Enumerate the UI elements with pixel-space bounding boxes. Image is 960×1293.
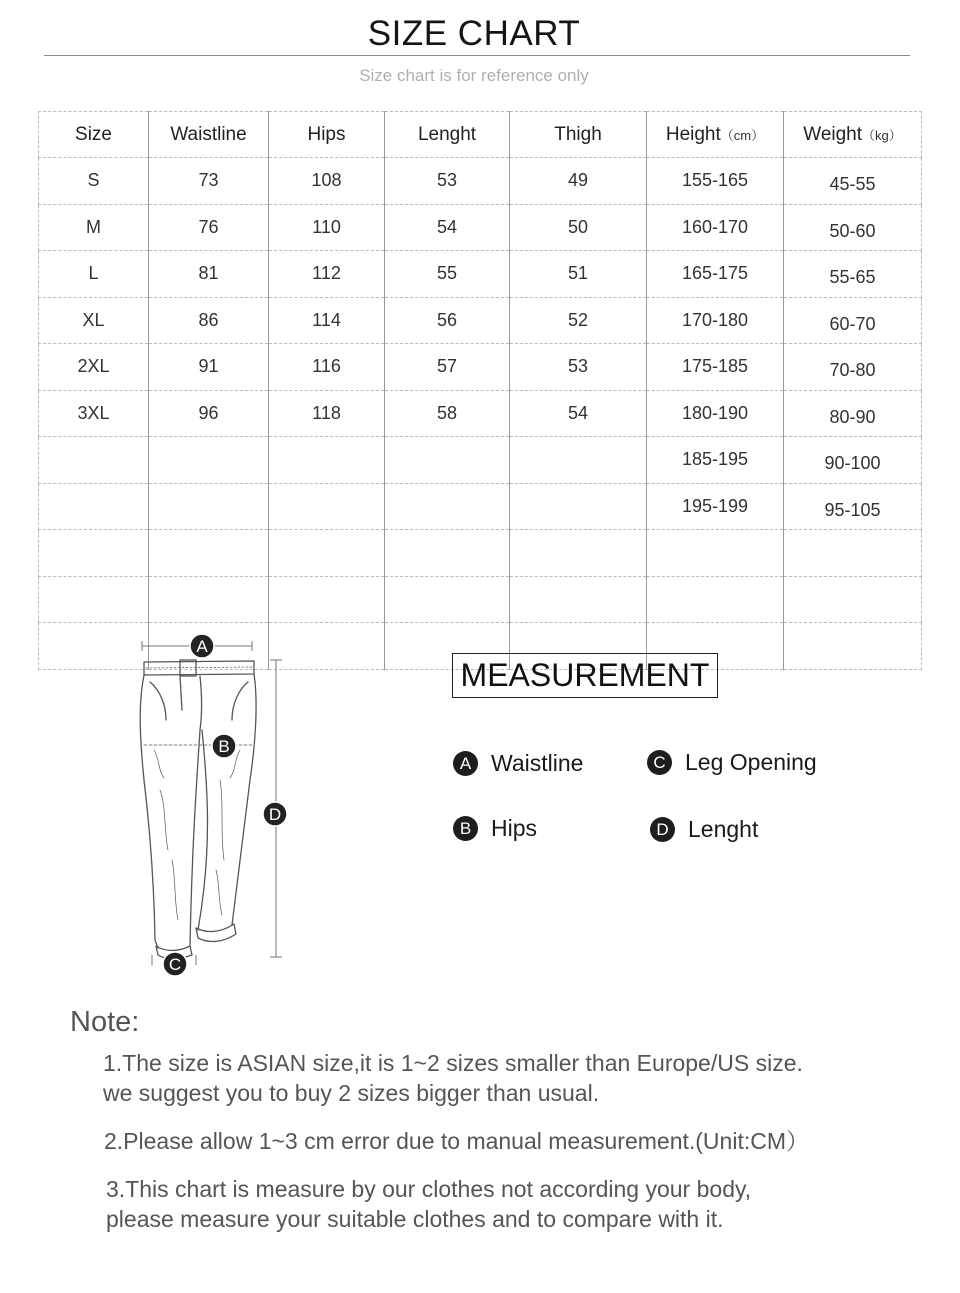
cell-thigh: 53 — [510, 344, 647, 391]
cell-length: 55 — [385, 251, 510, 298]
table-row — [39, 344, 922, 391]
cell-size — [39, 437, 149, 484]
cell-thigh — [510, 530, 647, 577]
column-header-hips: Hips — [269, 112, 385, 158]
column-header-weight — [784, 112, 922, 158]
legend-item-leg-opening — [647, 749, 817, 776]
cell-thigh: 54 — [510, 390, 647, 437]
cell-height — [647, 576, 784, 623]
legend-badge-b: B — [453, 816, 478, 841]
page-title: SIZE CHART — [367, 14, 581, 53]
cell-size: S — [39, 158, 149, 205]
cell-weight: 55-65 — [784, 251, 922, 298]
cell-weight: 80-90 — [784, 390, 922, 437]
cell-weight: 45-55 — [784, 158, 922, 205]
note-3-line-1: 3.This chart is measure by our clothes not according your body, — [106, 1176, 752, 1202]
table-row — [39, 576, 922, 623]
cell-weight: 95-105 — [784, 483, 922, 530]
height-unit: （cm） — [720, 127, 765, 143]
cell-length — [385, 483, 510, 530]
legend-label-leg-opening: Leg Opening — [685, 749, 817, 775]
cell-thigh — [510, 437, 647, 484]
note-3-line-2: please measure your suitable clothes and to compare with it. — [106, 1206, 724, 1232]
column-header-height — [647, 112, 784, 158]
cell-waistline — [149, 576, 269, 623]
cell-length — [385, 530, 510, 577]
note-2: 2.Please allow 1~3 cm error due to manual measurement.(Unit:CM） — [104, 1128, 809, 1154]
cell-height: 160-170 — [647, 204, 784, 251]
cell-length: 53 — [385, 158, 510, 205]
note-3 — [106, 1174, 751, 1234]
cell-waistline: 91 — [149, 344, 269, 391]
cell-length: 58 — [385, 390, 510, 437]
cell-height: 175-185 — [647, 344, 784, 391]
cell-size — [39, 576, 149, 623]
cell-weight: 60-70 — [784, 297, 922, 344]
cell-waistline — [149, 483, 269, 530]
cell-size: 3XL — [39, 390, 149, 437]
cell-height: 170-180 — [647, 297, 784, 344]
cell-height: 185-195 — [647, 437, 784, 484]
size-chart-table — [38, 111, 922, 670]
cell-weight: 70-80 — [784, 344, 922, 391]
cell-thigh: 49 — [510, 158, 647, 205]
cell-length: 54 — [385, 204, 510, 251]
cell-thigh: 52 — [510, 297, 647, 344]
column-header-size: Size — [39, 112, 149, 158]
table-row — [39, 297, 922, 344]
cell-size: L — [39, 251, 149, 298]
legend-label-hips: Hips — [491, 815, 538, 841]
cell-waistline: 81 — [149, 251, 269, 298]
cell-height: 180-190 — [647, 390, 784, 437]
cell-thigh — [510, 576, 647, 623]
legend-badge-c: C — [647, 750, 672, 775]
cell-weight — [784, 576, 922, 623]
note-1-line-2: we suggest you to buy 2 sizes bigger than usual. — [103, 1080, 600, 1106]
legend-label-length: Lenght — [688, 816, 759, 842]
cell-waistline: 73 — [149, 158, 269, 205]
cell-height: 155-165 — [647, 158, 784, 205]
cell-hips — [269, 530, 385, 577]
cell-waistline: 86 — [149, 297, 269, 344]
cell-hips: 114 — [269, 297, 385, 344]
table-body — [39, 158, 922, 670]
cell-thigh — [510, 483, 647, 530]
cell-hips: 116 — [269, 344, 385, 391]
cell-weight — [784, 623, 922, 670]
column-header-length: Lenght — [385, 112, 510, 158]
note-1-line-1: 1.The size is ASIAN size,it is 1~2 sizes smaller than Europe/US size. — [103, 1050, 803, 1076]
table-row — [39, 251, 922, 298]
cell-waistline — [149, 437, 269, 484]
cell-hips: 112 — [269, 251, 385, 298]
marker-d: D — [268, 805, 282, 824]
title-divider — [44, 55, 910, 56]
legend-item-length — [650, 816, 758, 843]
height-label: Height — [665, 123, 721, 145]
weight-label: Weight — [803, 123, 863, 145]
cell-size: M — [39, 204, 149, 251]
table-row — [39, 158, 922, 205]
table-row — [39, 437, 922, 484]
cell-length: 57 — [385, 344, 510, 391]
cell-height: 165-175 — [647, 251, 784, 298]
cell-hips — [269, 437, 385, 484]
measurement-title: MEASUREMENT — [452, 653, 718, 698]
legend-badge-a: A — [453, 751, 478, 776]
column-header-waistline: Waistline — [149, 112, 269, 158]
table-row — [39, 204, 922, 251]
cell-waistline — [149, 530, 269, 577]
cell-thigh: 50 — [510, 204, 647, 251]
cell-weight: 50-60 — [784, 204, 922, 251]
cell-height: 195-199 — [647, 483, 784, 530]
cell-waistline: 96 — [149, 390, 269, 437]
table-row — [39, 390, 922, 437]
cell-length — [385, 576, 510, 623]
cell-weight — [784, 530, 922, 577]
weight-unit: （kg） — [862, 127, 902, 143]
pants-illustration — [120, 630, 320, 985]
pants-diagram — [120, 630, 320, 985]
cell-size: XL — [39, 297, 149, 344]
cell-height — [647, 530, 784, 577]
note-1 — [103, 1048, 803, 1108]
marker-b: B — [218, 737, 230, 756]
marker-a: A — [196, 637, 208, 656]
legend-label-waistline: Waistline — [491, 750, 584, 776]
cell-hips: 110 — [269, 204, 385, 251]
cell-waistline: 76 — [149, 204, 269, 251]
table-row — [39, 483, 922, 530]
cell-hips: 108 — [269, 158, 385, 205]
page-subtitle: Size chart is for reference only — [359, 66, 589, 85]
cell-weight: 90-100 — [784, 437, 922, 484]
cell-length: 56 — [385, 297, 510, 344]
cell-hips — [269, 483, 385, 530]
cell-thigh: 51 — [510, 251, 647, 298]
table-row — [39, 530, 922, 577]
notes-title: Note: — [70, 1006, 140, 1038]
table-header-row — [39, 112, 922, 158]
legend-item-hips — [453, 815, 537, 842]
cell-size — [39, 483, 149, 530]
column-header-thigh: Thigh — [510, 112, 647, 158]
cell-hips: 118 — [269, 390, 385, 437]
cell-size — [39, 530, 149, 577]
cell-size: 2XL — [39, 344, 149, 391]
legend-item-waistline — [453, 750, 583, 777]
legend-badge-d: D — [650, 817, 675, 842]
cell-length — [385, 437, 510, 484]
cell-hips — [269, 576, 385, 623]
marker-c: C — [168, 955, 182, 974]
